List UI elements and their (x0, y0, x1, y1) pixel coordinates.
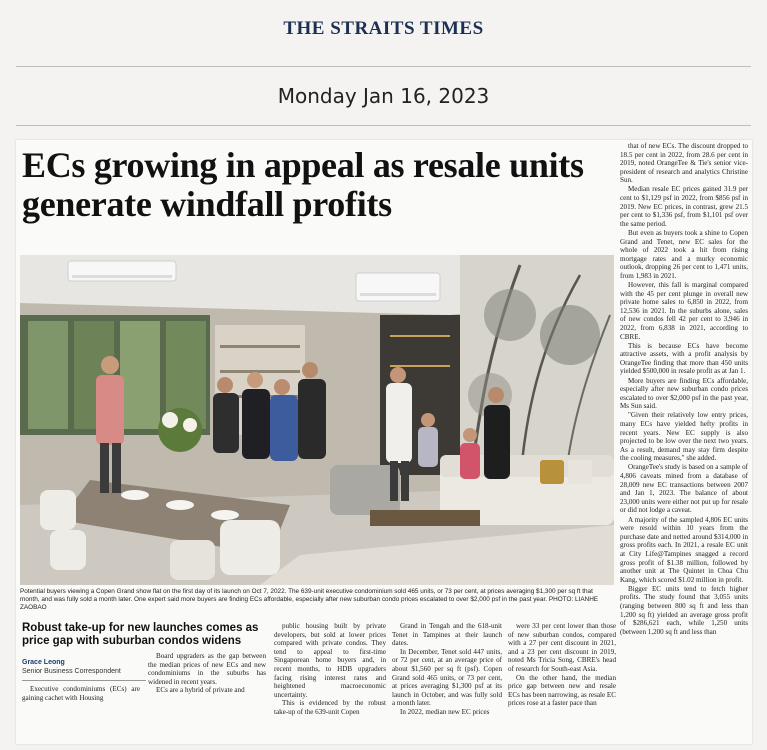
right-column (620, 142, 748, 742)
body-column-2 (148, 652, 266, 743)
dateline: Monday Jan 16, 2023 (277, 84, 490, 108)
showflat-photo-illustration (20, 255, 614, 585)
paragraph: OrangeTee's study is based on a sample of 4,806 caveats mined from a database of 28,009 new EC transactions between 2007 and Jan 1, 2023. The balance of about 23,000 units were either not put up for resale or did not lodge a caveat. (620, 463, 748, 515)
masthead (0, 0, 767, 66)
newspaper-clipping (16, 140, 752, 744)
byline-role: Senior Business Correspondent (22, 668, 121, 675)
paragraph: Median resale EC prices gained 31.9 per cent to $1,129 psf in 2022, from $856 psf in 2019. New EC prices, in contrast, grew 21.5 per cent to $1,336 psf, from $1,101 psf over the same period. (620, 185, 748, 228)
paragraph: More buyers are finding ECs affordable, especially after new suburban condo prices escalated to over $2,000 psf in the past year, Ms Sun said. (620, 376, 748, 411)
paragraph: But even as buyers took a shine to Copen Grand and Tenet, new EC sales for the whole of 2022 took a hit from rising mortgage rates and a murky economic outlook, dropping 26 per cent to 1,471 units, from 1,983 in 2021. (620, 228, 748, 280)
byline-divider (22, 680, 146, 681)
paragraph: Bigger EC units tend to fetch higher profits. The study found that 3,055 units (ranging between 800 sq ft and less than 1,200 sq ft) yielded an average gross profit of $286,621 each, while 1,250 units (between 1,200 sq ft and less than (620, 584, 748, 636)
paragraph: This is evidenced by the robust take-up of the 639-unit Copen (274, 699, 386, 716)
paragraph: that of new ECs. The discount dropped to 18.5 per cent in 2022, from 28.6 per cent in 2019, noted OrangeTee & Tie's senior vice-president of research and analytics Christine Sun. (620, 142, 748, 185)
paragraph: ECs are a hybrid of private and (156, 686, 245, 695)
paragraph: This is because ECs have become attractive assets, with a profit analysis by OrangeTee finding that more than 450 units yielded $500,000 in resale profit as at Jan 1. (620, 341, 748, 376)
paragraph: A majority of the sampled 4,806 EC units were resold within 10 years from the purchase date and netted around $314,000 in gross profits each. In 2021, a resale EC unit at City Life@Tampines snagged a record gross profit of $1.38 million, followed by another unit at The Quintet in Choa Chu Kang, which scored $1.02 million in profit. (620, 515, 748, 584)
paragraph: In 2022, median new EC prices (400, 707, 490, 716)
paragraph: However, this fall is marginal compared with the 45 per cent plunge in overall new private home sales to 6,850 in 2022, from 12,536 in 2021. In the suburbs alone, sales of new condos fell 42 per cent to 3,946 in 2022, from 6,838 in 2021, according to CBRE. (620, 281, 748, 341)
paragraph: were 33 per cent lower than those of new suburban condos, compared with a 27 per cent discount in 2021, and a 23 per cent discount in 2019, noted Ms Tricia Song, CBRE's head of research for South-east Asia. (508, 622, 616, 673)
paragraph: public housing built by private developers, but sold at lower prices compared with private condos. They tend to appeal to first-time Singaporean home buyers and, in recent months, to HDB upgraders facing rising interest rates and heightened macroeconomic uncertainty. (274, 622, 386, 699)
byline-name: Grace Leong (22, 659, 65, 666)
body-column-3 (274, 622, 386, 742)
body-column-1 (22, 685, 140, 743)
body-column-4 (392, 622, 502, 742)
headline: ECs growing in appeal as resale units generate windfall profits (22, 145, 584, 224)
divider-top (16, 66, 751, 67)
paragraph: Grand in Tengah and the 618-unit Tenet in Tampines at their launch dates. (392, 622, 502, 648)
divider-bottom (16, 125, 751, 126)
paragraph: Board upgraders as the gap between the median prices of new ECs and new condominiums in the suburbs has widened in recent years. (148, 652, 266, 686)
paragraph: In December, Tenet sold 447 units, or 72 per cent, at an average price of about $1,560 per sq ft (psf). Copen Grand sold 465 units, or 73 per cent, at prices averaging $1,300 psf at its launch in October, and was fully sold a month later. (392, 647, 502, 708)
paragraph: On the other hand, the median price gap between new and resale ECs has been narrowing, as resale EC prices rose at a faster pace than (508, 673, 616, 708)
paragraph: Executive condominiums (ECs) are gaining cachet with Housing (22, 685, 140, 702)
showflat-photo (20, 255, 614, 585)
byline (22, 658, 121, 676)
subheadline: Robust take-up for new launches comes as price gap with suburban condos widens (22, 622, 259, 647)
paragraph: "Given their relatively low entry prices, many ECs have yielded hefty profits in recent years. New EC supply is also projected to be low over the next two years. As a result, demand may stay firm despite the cooling measures," she added. (620, 411, 748, 463)
body-column-5 (508, 622, 616, 742)
newspaper-title: THE STRAITS TIMES (283, 18, 484, 39)
photo-caption: Potential buyers viewing a Copen Grand show flat on the first day of its launch on Oct 7, 2022. The 639-unit executive condominium sold 465 units, or 73 per cent, at prices averaging $1,300 per sq ft that month, and was fully sold a month later. One expert said more buyers are finding ECs affordable, especially after new suburban condo prices escalated to over $2,000 psf in the past year. PHOTO: LIANHE ZAOBAO (20, 588, 599, 611)
